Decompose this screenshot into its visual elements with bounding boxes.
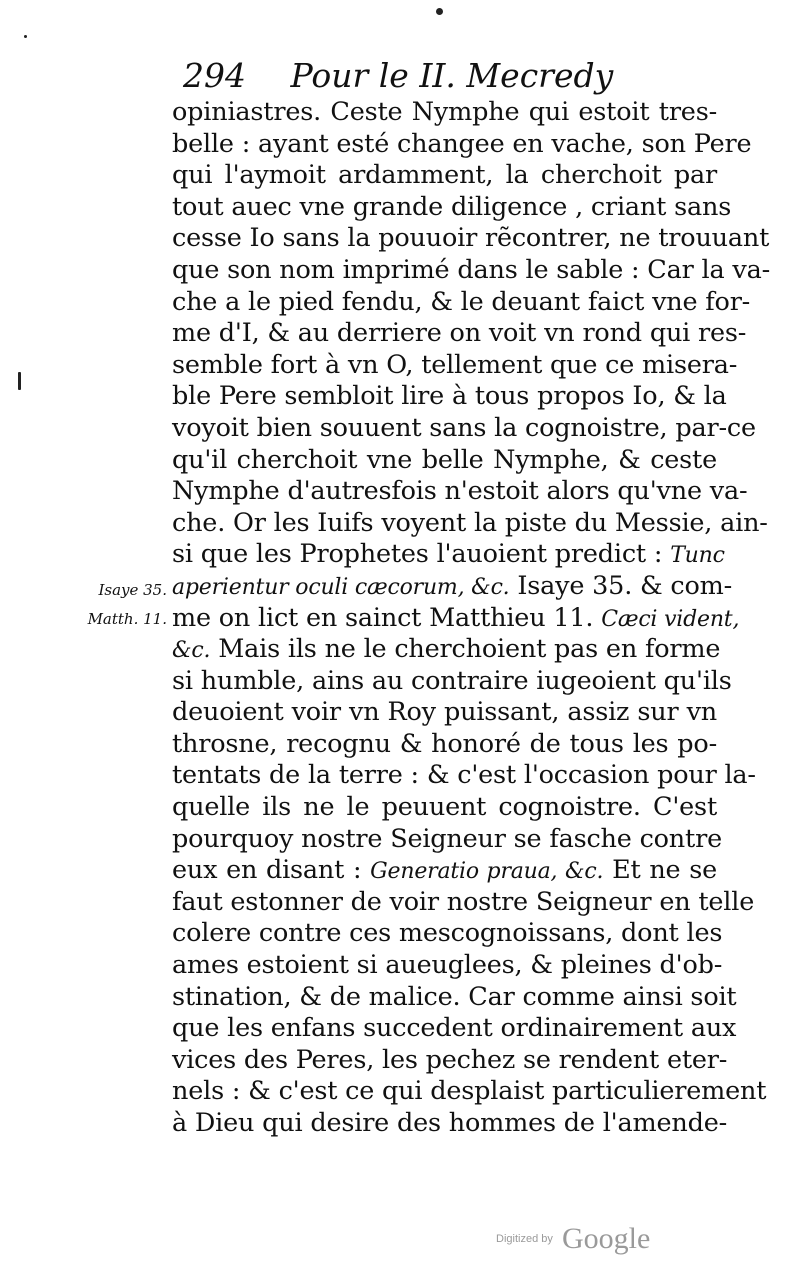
running-title: Pour le II. Mecredy (290, 56, 614, 95)
text-span: semble fort à vn O, tellement que ce misera- (172, 349, 738, 380)
text-line (172, 602, 740, 635)
text-line (172, 886, 755, 919)
margin-note-isaye: Isaye 35. (98, 581, 167, 599)
italic-span: aperientur oculi cæcorum, &c. (172, 574, 510, 600)
text-line (172, 855, 717, 887)
text-span: Isaye 35. & com- (509, 570, 733, 601)
text-span: à Dieu qui desire des hommes de l'amende- (172, 1108, 728, 1138)
text-line (172, 507, 768, 540)
watermark-prefix: Digitized by (496, 1233, 553, 1245)
text-span: belle : ayant esté changee en vache, son Pere (172, 128, 752, 159)
text-span: que son nom imprimé dans le sable : Car la va- (172, 254, 771, 285)
text-line (172, 1108, 728, 1140)
text-line (172, 476, 748, 508)
text-span: me on lict en sainct Matthieu 11. (172, 602, 602, 633)
text-line (172, 981, 737, 1014)
text-span: ble Pere sembloit lire à tous propos Io, & la (172, 381, 727, 412)
text-line (172, 223, 770, 255)
text-line (172, 445, 717, 477)
text-line (172, 729, 717, 761)
italic-span: &c. (172, 638, 211, 664)
italic-span: Generatio praua, &c. (370, 859, 604, 885)
digitizer-watermark (496, 1222, 666, 1262)
text-line (172, 823, 722, 856)
text-span: tentats de la terre : & c'est l'occasion pour la- (172, 760, 756, 791)
text-line (172, 128, 752, 161)
text-line (172, 160, 717, 192)
text-line (172, 1076, 767, 1108)
text-span: cesse Io sans la pouuoir rẽcontrer, ne trouuant (172, 223, 770, 254)
text-span: deuoient voir vn Roy puissant, assiz sur vn (172, 697, 717, 728)
running-head (183, 56, 653, 96)
text-span: throsne, recognu & honoré de tous les po- (172, 728, 717, 759)
watermark-brand: Google (561, 1222, 651, 1255)
text-line (172, 570, 733, 603)
text-span: nels : & c'est ce qui desplaist particulierement (172, 1076, 767, 1107)
text-span: Mais ils ne le cherchoient pas en forme (210, 634, 721, 665)
italic-span: Tunc (670, 543, 725, 569)
text-span: colere contre ces mescognoissans, dont les (172, 918, 723, 949)
text-span: tout auec vne grande diligence , criant sans (172, 191, 732, 222)
text-line (172, 97, 717, 129)
text-line (172, 318, 747, 350)
text-span: qui l'aymoit ardamment, la cherchoit par (172, 160, 717, 191)
text-span: Et ne se (603, 855, 717, 886)
ink-speck-corner (24, 35, 27, 38)
text-span: pourquoy nostre Seigneur se fasche contre (172, 823, 722, 854)
text-span: me d'I, & au derriere on voit vn rond qui res- (172, 318, 747, 349)
text-span: opiniastres. Ceste Nymphe qui estoit tres- (172, 97, 717, 127)
text-span: ames estoient si aueuglees, & pleines d'ob- (172, 950, 723, 981)
text-span: che a le pied fendu, & le deuant faict vne for- (172, 286, 751, 317)
text-span: stination, & de malice. Car comme ainsi soit (172, 981, 737, 1012)
text-line (172, 950, 723, 982)
text-span: Nymphe d'autresfois n'estoit alors qu'vne va- (172, 476, 748, 507)
ink-speck-top (436, 8, 443, 15)
text-line (172, 634, 721, 666)
text-line (172, 760, 756, 792)
text-span: que les enfans succedent ordinairement aux (172, 1013, 737, 1044)
text-line (172, 918, 723, 950)
text-span: quelle ils ne le peuuent cognoistre. C'est (172, 792, 717, 823)
text-line (172, 1013, 737, 1045)
text-line (172, 286, 751, 319)
italic-span: Cæci vident, (601, 606, 740, 632)
text-line (172, 254, 771, 287)
text-line (172, 349, 738, 382)
text-line (172, 412, 756, 445)
text-span: si que les Prophetes l'auoient predict : (172, 539, 671, 570)
ink-speck-left (18, 372, 21, 390)
text-span: qu'il cherchoit vne belle Nymphe, & ceste (172, 444, 717, 475)
text-line (172, 381, 727, 413)
text-span: faut estonner de voir nostre Seigneur en telle (172, 886, 755, 917)
text-line (172, 539, 725, 571)
text-line (172, 665, 732, 698)
text-span: eux en disant : (172, 855, 371, 886)
text-span: si humble, ains au contraire iugeoient qu'ils (172, 665, 732, 696)
margin-note-matthieu: Matth. 11. (87, 610, 167, 628)
text-line (172, 1044, 728, 1077)
text-line (172, 792, 717, 824)
text-line (172, 191, 732, 224)
text-line (172, 697, 717, 729)
body-text (172, 97, 771, 1140)
text-span: voyoit bien souuent sans la cognoistre, par-ce (172, 412, 756, 443)
page-number: 294 (183, 56, 246, 95)
text-span: vices des Peres, les pechez se rendent eter- (172, 1044, 728, 1075)
text-span: che. Or les Iuifs voyent la piste du Messie, ain- (172, 507, 768, 538)
